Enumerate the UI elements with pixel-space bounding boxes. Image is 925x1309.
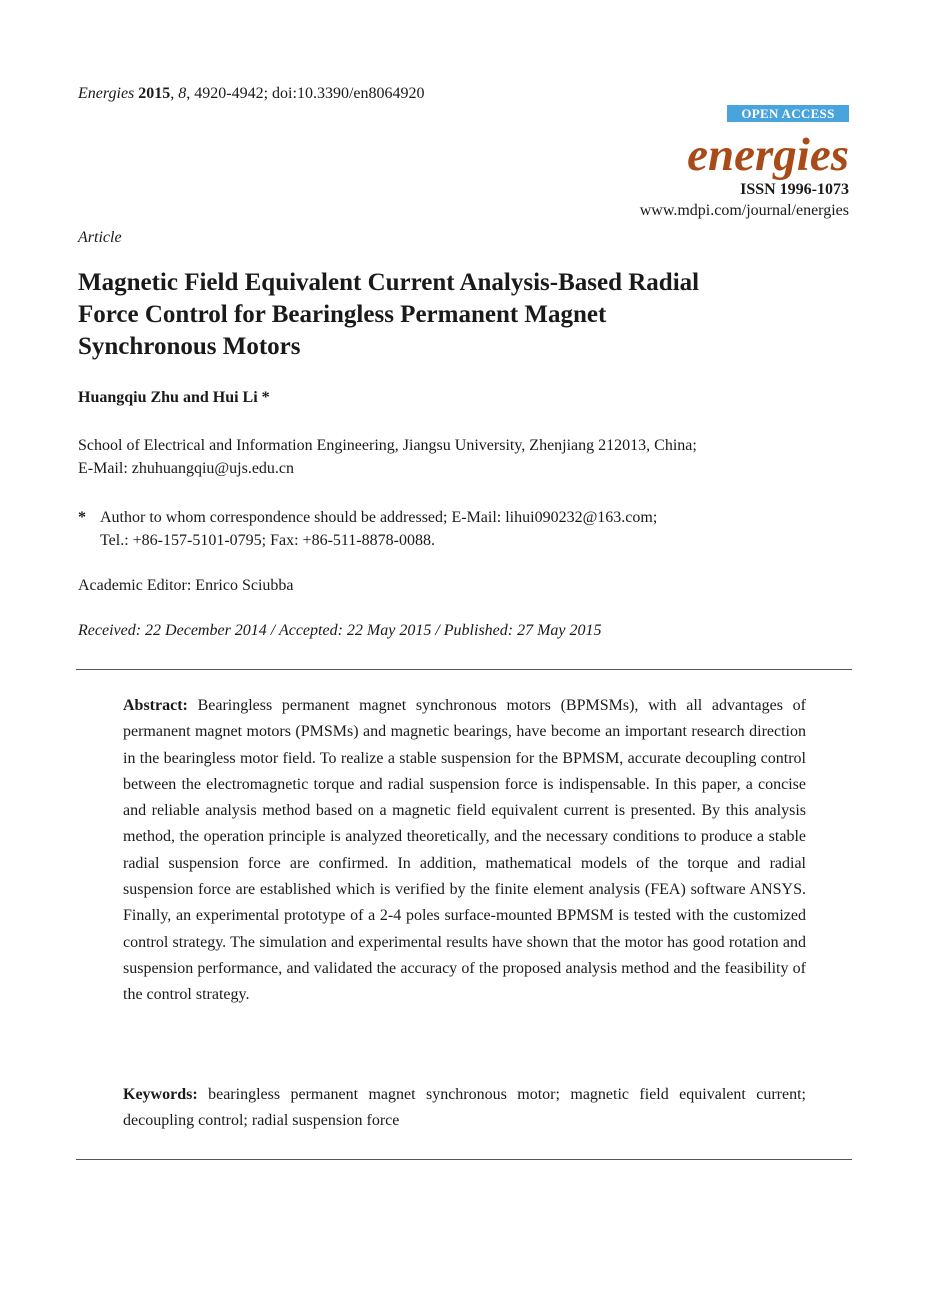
issn: ISSN 1996-1073 (740, 181, 849, 198)
correspondence-line: Author to whom correspondence should be addressed; E-Mail: lihui090232@163.com; (100, 509, 658, 526)
citation-line: Energies 2015, 8, 4920-4942; doi:10.3390/en8064920 (78, 85, 425, 102)
paper-title (78, 267, 858, 363)
publication-dates: Received: 22 December 2014 / Accepted: 22 May 2015 / Published: 27 May 2015 (78, 622, 602, 639)
title-line: Magnetic Field Equivalent Current Analysis-Based Radial (78, 269, 700, 296)
journal-logo: energies (687, 129, 849, 181)
affiliation-email: E-Mail: zhuhuangqiu@ujs.edu.cn (78, 460, 295, 477)
keywords-label: Keywords: (123, 1086, 198, 1103)
abstract (123, 693, 806, 1009)
citation-journal: Energies (78, 85, 135, 102)
citation-pages-doi: , 4920-4942; doi:10.3390/en8064920 (186, 85, 425, 102)
affiliation (78, 434, 858, 480)
title-line: Force Control for Bearingless Permanent Magnet (78, 301, 607, 328)
open-access-badge: OPEN ACCESS (727, 105, 849, 122)
journal-url[interactable]: www.mdpi.com/journal/energies (639, 202, 849, 219)
citation-year: 2015 (138, 85, 171, 102)
academic-editor: Academic Editor: Enrico Sciubba (78, 577, 294, 594)
keywords (123, 1082, 806, 1135)
asterisk-marker: * (78, 509, 86, 526)
bottom-divider (76, 1159, 852, 1160)
correspondence-note (78, 506, 657, 552)
top-divider (76, 669, 852, 670)
abstract-text: Bearingless permanent magnet synchronous motors (BPMSMs), with all advantages of permanent magnet motors (PMSMs) and magnetic bearings, have become an important research direction in the bearingless motor field. To realize a stable suspension for the BPMSM, accurate decoupling control between the electromagnetic torque and radial suspension force is indispensable. In this paper, a concise and reliable analysis method based on a magnetic field equivalent current is presented. By this analysis method, the operation principle is analyzed theoretically, and the necessary conditions to produce a stable radial suspension force are confirmed. In addition, mathematical models of the torque and radial suspension force are established which is verified by the finite element analysis (FEA) software ANSYS. Finally, an experimental prototype of a 2-4 poles surface-mounted BPMSM is tested with the customized control strategy. The simulation and experimental results have shown that the motor has good rotation and suspension performance, and validated the accuracy of the proposed analysis method and the feasibility of the control strategy. (123, 697, 806, 1004)
authors: Huangqiu Zhu and Hui Li * (78, 389, 270, 406)
article-type: Article (78, 229, 122, 246)
affiliation-line: School of Electrical and Information Engineering, Jiangsu University, Zhenjiang 212013, China; (78, 437, 697, 454)
citation-volume: 8 (178, 85, 187, 102)
title-line: Synchronous Motors (78, 333, 301, 360)
correspondence-phone: Tel.: +86-157-5101-0795; Fax: +86-511-8878-0088. (100, 532, 435, 549)
abstract-label: Abstract: (123, 697, 188, 714)
keywords-text: bearingless permanent magnet synchronous motor; magnetic field equivalent current; decoupling control; radial suspension force (123, 1086, 807, 1130)
